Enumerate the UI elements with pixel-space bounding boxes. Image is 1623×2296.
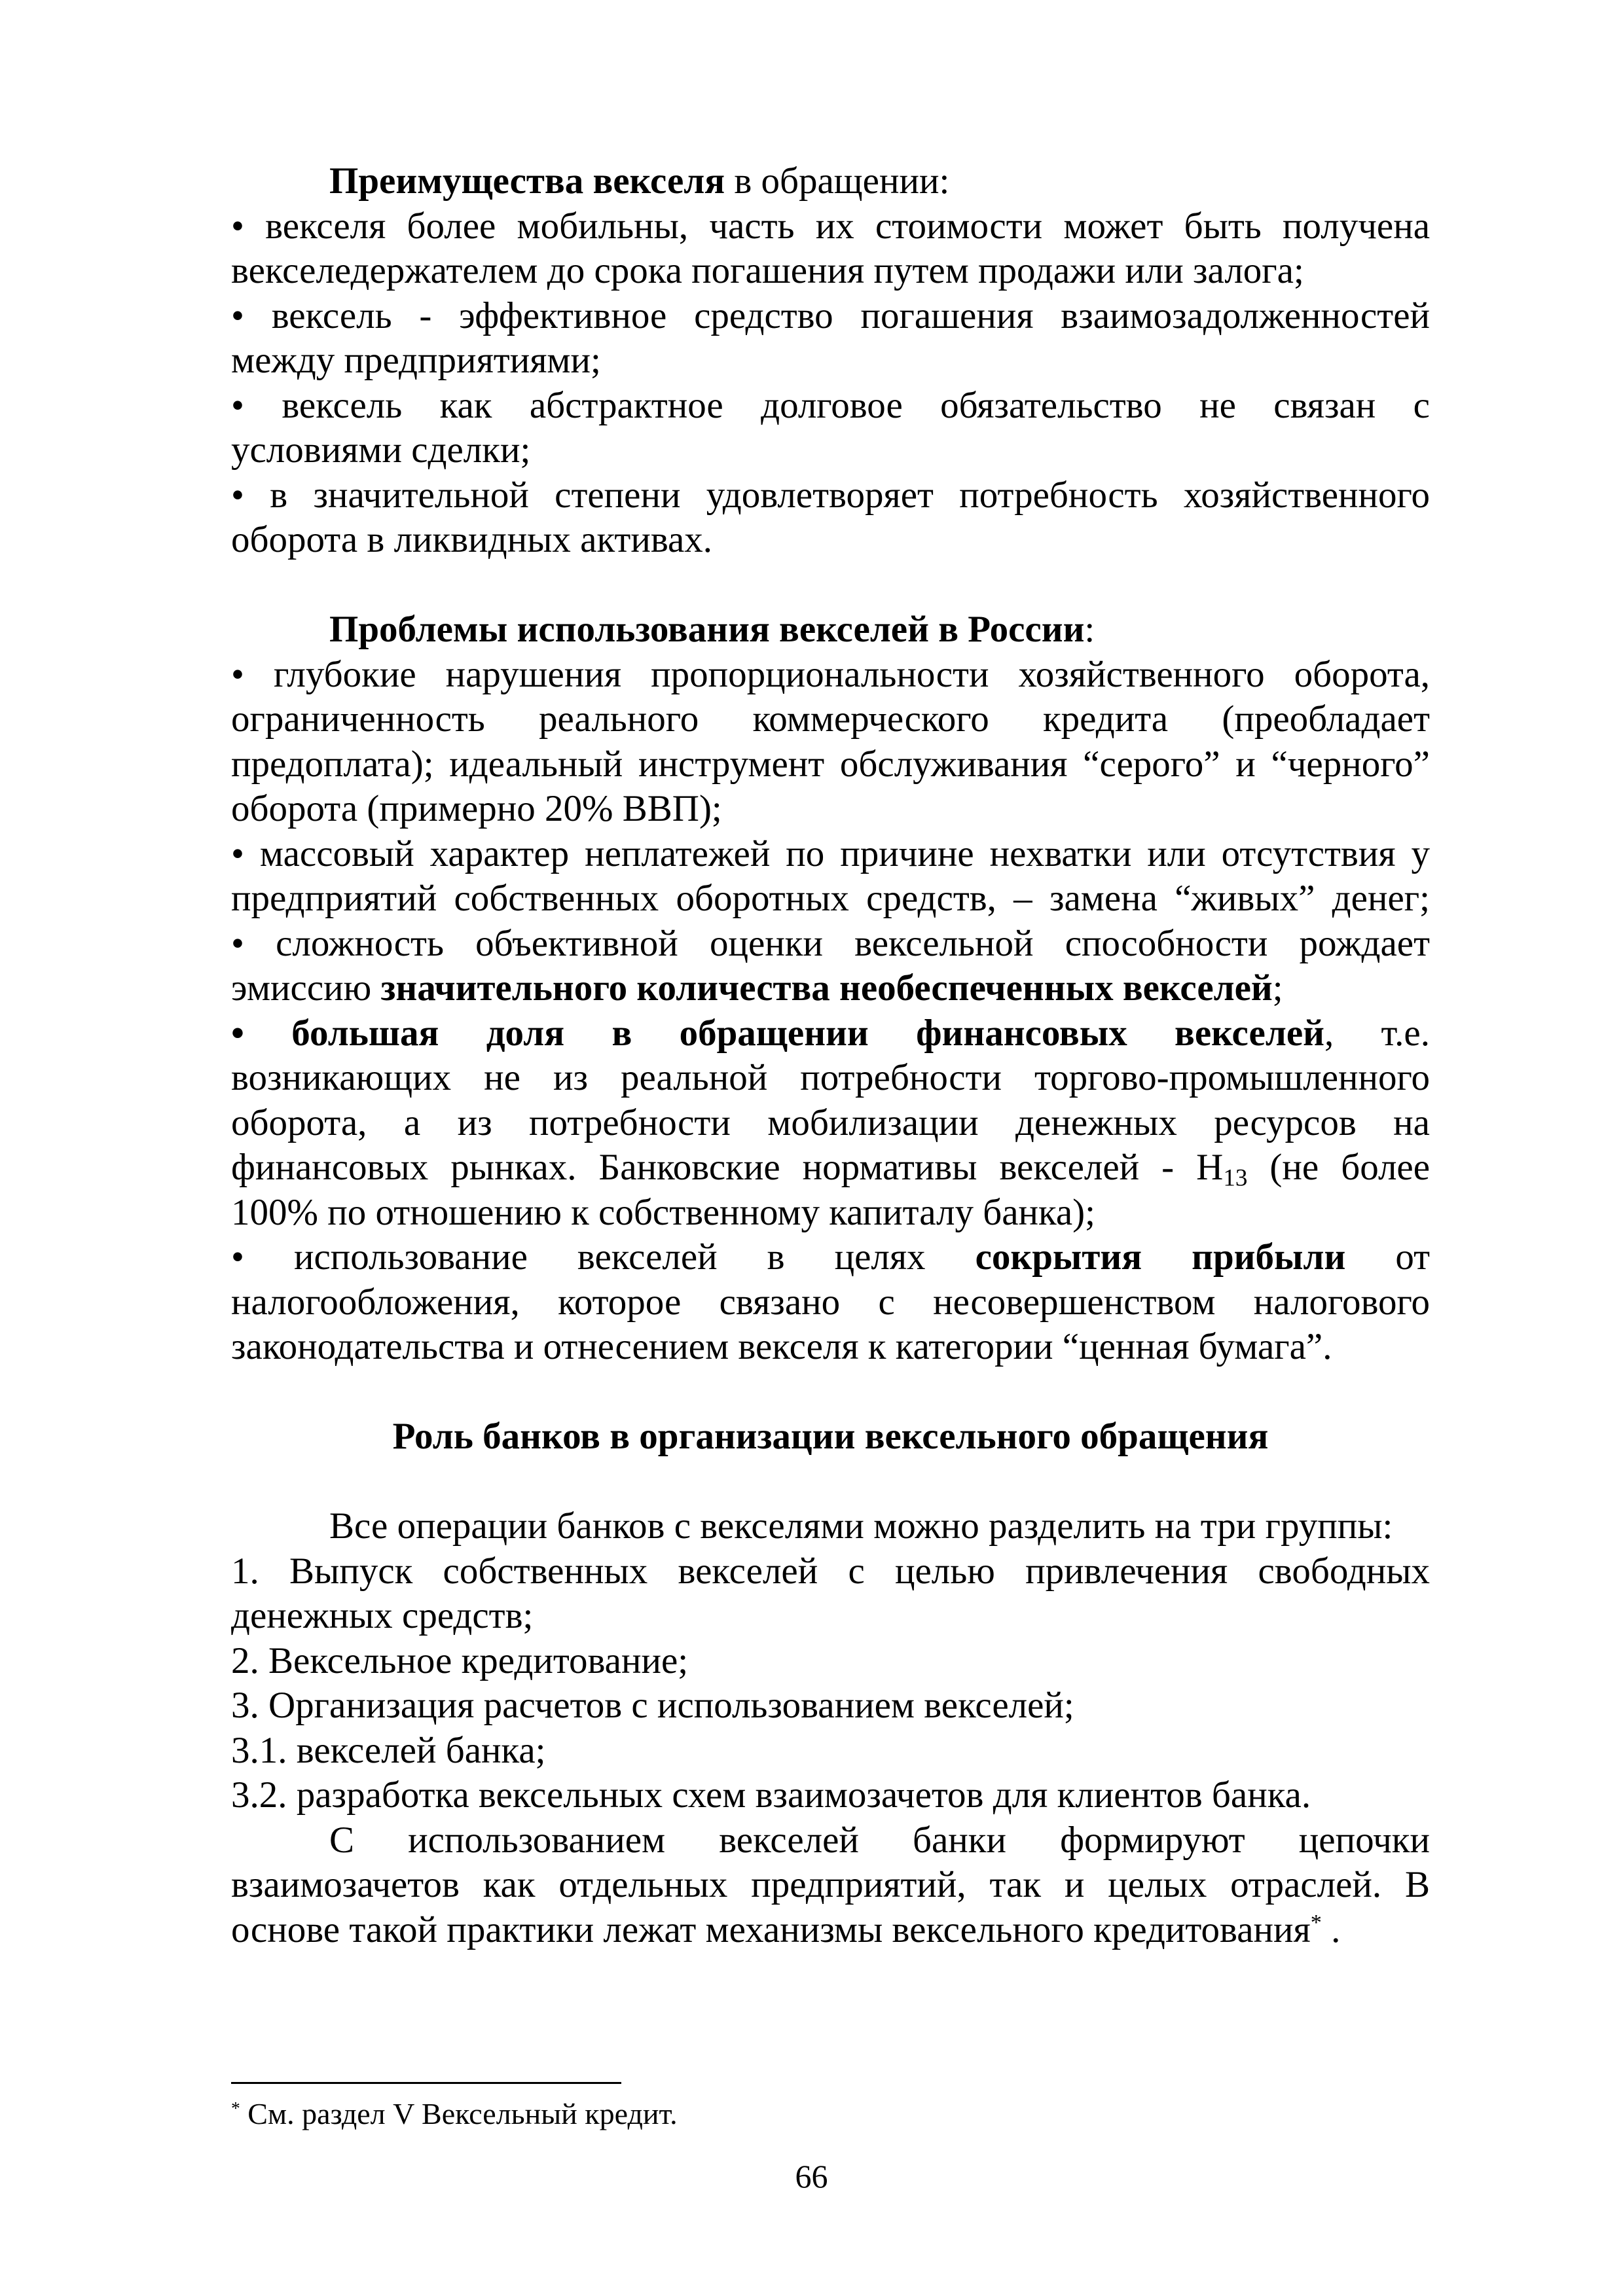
footnote-divider [231,2082,621,2084]
text-run: 3.2. разработка вексельных схем взаимозачетов для клиентов банка. [231,1774,1311,1816]
text-line [231,473,1430,518]
text-run: оборота, а из потребности мобилизации денежных ресурсов на [231,1102,1430,1143]
text-line [231,922,1430,967]
text-line [231,1549,1430,1594]
text-line [231,787,1430,832]
text-line [231,697,1430,742]
text-run: • в значительной степени удовлетворяет потребность хозяйственного [231,474,1430,516]
text-run: 2. Вексельное кредитование; [231,1640,689,1681]
text-line [231,1101,1430,1146]
text-run: 3. Организация расчетов с использованием векселей; [231,1685,1074,1726]
document-body [231,159,1430,1952]
text-run: основе такой практики лежат механизмы вексельного кредитования [231,1909,1311,1950]
text-run: Все операции банков с векселями можно разделить на три группы: [329,1505,1393,1547]
footnote-ref: * [1310,1910,1322,1935]
text-run: ; [1272,967,1283,1009]
text-run: 100% по отношению к собственному капиталу банка); [231,1191,1095,1233]
text-line [231,1011,1430,1056]
text-run: между предприятиями; [231,340,601,381]
text-line [231,428,1430,473]
text-run: оборота в ликвидных активах. [231,519,713,560]
text-run: предоплата); идеальный инструмент обслуживания “серого” и “черного” [231,743,1430,785]
text-run: условиями сделки; [231,429,531,471]
text-line [231,204,1430,249]
text-run: в обращении: [725,160,950,202]
text-run: предприятий собственных оборотных средств, – замена “живых” денег; [231,878,1430,919]
text-line [231,742,1430,787]
page-number: 66 [795,2158,828,2195]
text-run: (не более [1247,1147,1430,1188]
bold-text: Роль банков в организации вексельного обращения [392,1416,1269,1457]
text-line [231,966,1430,1011]
text-line [231,1280,1430,1325]
text-line [231,1773,1430,1818]
section-heading [231,159,1430,204]
text-run: ограниченность реального коммерческого кредита (преобладает [231,698,1430,740]
text-line [231,1908,1430,1953]
text-run: . [1321,1909,1341,1950]
text-line [231,876,1430,922]
bold-text: Проблемы использования векселей в России [329,609,1085,650]
section-heading [231,1414,1430,1460]
text-line [231,1056,1430,1101]
subscript: 13 [1223,1164,1248,1191]
text-line [231,518,1430,563]
text-run: налогообложения, которое связано с несовершенством налогового [231,1281,1430,1323]
bold-text: • большая доля в обращении финансовых векселей [231,1012,1324,1054]
text-run: С использованием векселей банки формируют цепочки [329,1819,1430,1861]
section-heading [231,607,1430,653]
text-line [231,1325,1430,1370]
text-line [231,832,1430,877]
text-run: 3.1. векселей банка; [231,1729,546,1771]
text-line [231,1639,1430,1684]
footnote-text: См. раздел V Вексельный кредит. [240,2097,678,2130]
bold-text: значительного количества необеспеченных векселей [380,967,1273,1009]
text-run: возникающих не из реальной потребности торгово-промышленного [231,1057,1430,1098]
text-run: эмиссию [231,967,381,1009]
text-line [231,1504,1430,1549]
text-run: • массовый характер неплатежей по причине нехватки или отсутствия у [231,833,1430,874]
text-line [231,1145,1430,1191]
text-run: • вексель как абстрактное долговое обязательство не связан с [231,384,1430,426]
text-line [231,653,1430,698]
text-run: , т.е. [1324,1012,1430,1054]
text-run: • векселя более мобильны, часть их стоимости может быть получена [231,205,1430,247]
text-run: финансовых рынках. Банковские нормативы векселей - Н [231,1147,1224,1188]
text-run: • использование векселей в целях [231,1236,976,1278]
footnote-mark: * [231,2097,240,2118]
text-line [231,1863,1430,1908]
bold-text: Преимущества векселя [329,160,725,202]
text-line [231,1191,1430,1236]
text-run: от [1345,1236,1430,1278]
text-run: оборота (примерно 20% ВВП); [231,788,722,829]
text-line [231,294,1430,339]
text-line [231,1683,1430,1729]
text-line [231,384,1430,429]
text-line [231,249,1430,294]
text-run: • глубокие нарушения пропорциональности хозяйственного оборота, [231,653,1430,695]
text-run: законодательства и отнесением векселя к категории “ценная бумага”. [231,1326,1332,1367]
text-line [231,1729,1430,1774]
text-line [231,1235,1430,1280]
text-line [231,338,1430,384]
text-run: : [1084,609,1095,650]
text-line [231,1594,1430,1639]
text-run: 1. Выпуск собственных векселей с целью привлечения свободных [231,1550,1430,1592]
bold-text: сокрытия прибыли [975,1236,1346,1278]
text-run: денежных средств; [231,1595,534,1636]
text-line [231,1818,1430,1863]
text-run: • сложность объективной оценки вексельной способности рождает [231,922,1430,964]
text-run: • вексель - эффективное средство погашения взаимозадолженностей [231,295,1430,336]
text-run: взаимозачетов как отдельных предприятий, так и целых отраслей. В [231,1864,1430,1905]
text-run: векселедержателем до срока погашения путем продажи или залога; [231,250,1304,291]
footnote [231,2094,678,2134]
